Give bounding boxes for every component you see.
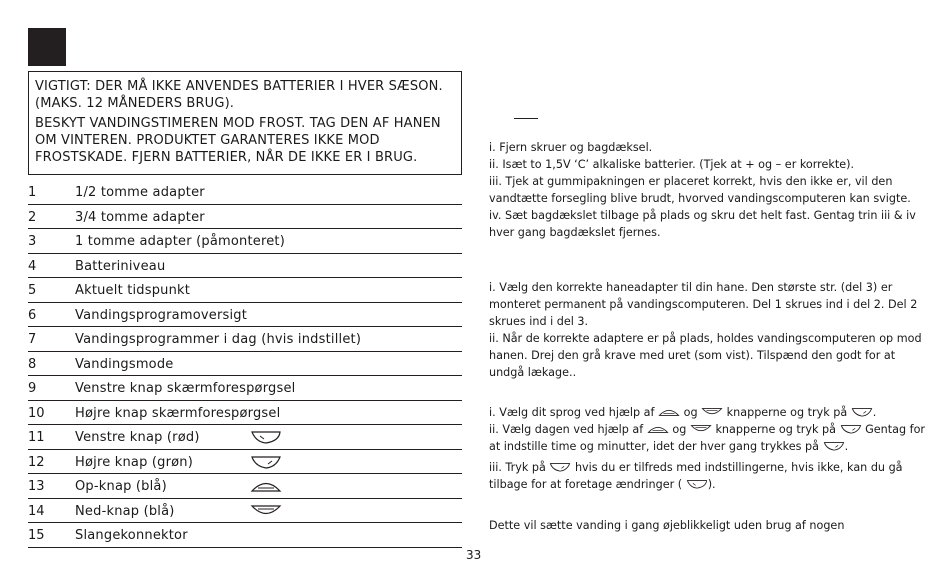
final-text: Dette vil sætte vanding i gang øjeblikkeligt uden brug af nogen: [489, 519, 845, 532]
battery-step-3: iii. Tjek at gummipakningen er placeret korrekt, hvis den ikke er, vil den vandtætte forsegling blive brudt, hvorved vandingscomputeren kan svigte.: [489, 175, 911, 205]
setup-step-3-text-c: ).: [707, 478, 716, 491]
setup-step-2-text-a: ii. Vælg dagen ved hjælp af: [489, 423, 644, 436]
part-number: 13: [28, 479, 45, 494]
parts-row: [28, 450, 462, 475]
part-number: 8: [28, 356, 37, 372]
right-button-icon: [549, 461, 571, 473]
part-number: 10: [28, 405, 45, 421]
battery-step-4: iv. Sæt bagdækslet tilbage på plads og skru det helt fast. Gentag trin iii & iv hver gang bagdækslet fjernes.: [489, 209, 916, 239]
part-number: 2: [28, 209, 37, 225]
parts-row: [28, 180, 462, 205]
setup-step-1-text-c: knapperne og tryk på: [726, 406, 848, 419]
part-label: Venstre knap skærmforespørgsel: [75, 381, 296, 396]
battery-steps: [489, 139, 929, 241]
battery-step-1: i. Fjern skruer og bagdæksel.: [489, 141, 653, 154]
page-number: 33: [466, 548, 482, 562]
parts-row: [28, 499, 462, 524]
part-label: Vandingsprogrammer i dag (hvis indstillet): [75, 332, 362, 347]
setup-step-1: [489, 404, 929, 421]
up-button-icon: [250, 478, 282, 494]
parts-row: [28, 205, 462, 230]
parts-row: [28, 229, 462, 254]
part-number: 9: [28, 381, 37, 396]
part-number: 4: [28, 258, 37, 274]
setup-step-2-text-e: .: [844, 440, 849, 453]
parts-row: [28, 278, 462, 303]
warning-frost-text: BESKYT VANDINGSTIMEREN MOD FROST. TAG DEN AF HANEN OM VINTEREN. PRODUKTET GARANTERES IKKE MOD FROSTSKADE. FJERN BATTERIER, NÅR DE IKKE ER I BRUG.: [35, 116, 441, 165]
right-button-icon: [250, 454, 282, 470]
battery-step-2: ii. Isæt to 1,5V ‘C’ alkaliske batterier. (Tjek at + og – er korrekte).: [489, 158, 855, 171]
setup-step-2-text-b: og: [672, 423, 687, 436]
heading-rule: [514, 118, 538, 119]
adapter-step-2: ii. Når de korrekte adaptere er på plads, holdes vandingscomputeren op mod hanen. Drej den grå krave med uret (som vist). Tilspænd den godt for at undgå lækage..: [489, 332, 922, 379]
down-button-icon: [250, 503, 282, 519]
part-label: Vandingsmode: [75, 356, 174, 372]
part-label: 1/2 tomme adapter: [75, 185, 205, 200]
parts-row: [28, 376, 462, 401]
warning-battery-text: VIGTIGT: DER MÅ IKKE ANVENDES BATTERIER I HVER SÆSON. (MAKS. 12 MÅNEDERS BRUG).: [35, 79, 443, 111]
parts-row: [28, 523, 462, 548]
part-label: Op-knap (blå): [75, 479, 167, 494]
adapter-step-1: i. Vælg den korrekte haneadapter til din hane. Den største str. (del 3) er monteret permanent på vandingscomputeren. Del 1 skrues ind i del 2. Del 2 skrues ind i del 3.: [489, 281, 918, 328]
part-number: 11: [28, 430, 45, 445]
parts-list: [28, 180, 462, 548]
part-label: Slangekonnektor: [75, 528, 188, 543]
down-button-icon: [701, 406, 723, 418]
left-button-icon: [250, 429, 282, 445]
setup-step-3-text-b: hvis du er tilfreds med indstillingerne, hvis ikke, kan du gå tilbage for at foretage ændringer (: [489, 461, 903, 491]
setup-step-2-text-c: knapperne og tryk på: [715, 423, 836, 436]
part-number: 3: [28, 234, 37, 249]
part-label: Højre knap skærmforespørgsel: [75, 405, 281, 421]
parts-row: [28, 425, 462, 450]
up-button-icon: [658, 406, 680, 418]
part-number: 12: [28, 454, 45, 470]
setup-step-1-text-b: og: [683, 406, 698, 419]
adapter-steps: [489, 279, 929, 381]
parts-row: [28, 474, 462, 499]
part-label: 3/4 tomme adapter: [75, 209, 205, 225]
parts-row: [28, 352, 462, 377]
part-label: Aktuelt tidspunkt: [75, 283, 191, 298]
part-number: 5: [28, 283, 37, 298]
part-number: 7: [28, 332, 37, 347]
setup-steps: [489, 404, 929, 493]
left-button-icon: [686, 478, 708, 490]
right-button-icon: [851, 406, 873, 418]
setup-step-3: [489, 459, 929, 493]
parts-row: [28, 327, 462, 352]
down-button-icon: [690, 423, 712, 435]
part-label: 1 tomme adapter (påmonteret): [75, 234, 285, 249]
part-number: 1: [28, 185, 37, 200]
part-number: 15: [28, 528, 45, 543]
part-label: Ned-knap (blå): [75, 503, 175, 519]
right-button-icon: [840, 423, 862, 435]
parts-row: [28, 303, 462, 328]
parts-row: [28, 401, 462, 426]
setup-step-2: [489, 421, 929, 455]
part-label: Højre knap (grøn): [75, 454, 193, 470]
parts-row: [28, 254, 462, 279]
part-label: Vandingsprogramoversigt: [75, 307, 248, 323]
part-label: Batteriniveau: [75, 258, 166, 274]
warning-box: [28, 71, 462, 175]
right-button-icon: [823, 440, 845, 452]
section-marker: [28, 28, 66, 66]
up-button-icon: [647, 423, 669, 435]
part-number: 6: [28, 307, 37, 323]
setup-step-3-text-a: iii. Tryk på: [489, 461, 546, 474]
part-label: Venstre knap (rød): [75, 430, 200, 445]
setup-step-1-text-a: i. Vælg dit sprog ved hjælp af: [489, 406, 655, 419]
part-number: 14: [28, 503, 45, 519]
setup-step-1-text-d: .: [872, 406, 877, 419]
setup-step-2-text-d: Gentag for at indstille time og minutter, idet der hver gang trykkes på: [489, 423, 926, 453]
